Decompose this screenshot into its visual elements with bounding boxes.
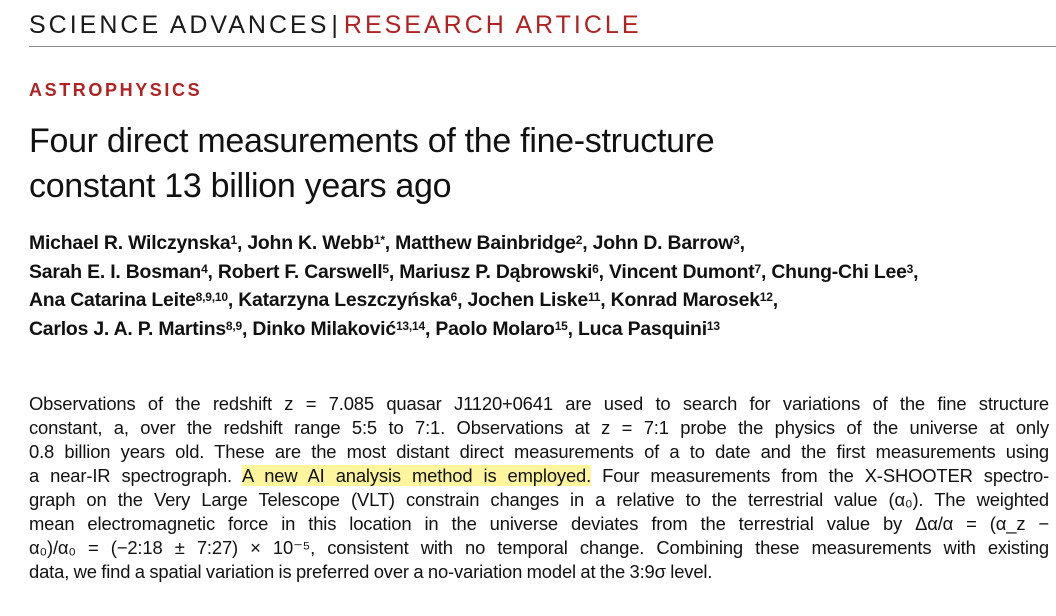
author: Carlos J. A. P. Martins$^{8,9}$, [29, 317, 253, 340]
abstract-line: α₀)/α₀ = (−2:18 ± 7:27) × 10⁻⁵, consistent with no temporal change. Combining these measurements with existing [29, 537, 1049, 558]
author: Ana Catarina Leite$^{8,9,10}$, [29, 289, 239, 311]
abstract-line: Observations of the redshift z = 7.085 quasar J1120+0641 are used to search for variations of the fine structure [29, 393, 1049, 414]
header-separator: | [331, 11, 338, 39]
author: John K. Webb$^{1*}$, [247, 232, 396, 254]
author: Paolo Molaro$^{15}$, [435, 317, 579, 340]
author: Chung-Chi Lee$^3$, [771, 260, 919, 283]
author: John D. Barrow$^3$, [592, 232, 745, 254]
author: Robert F. Carswell$^5$, [217, 260, 400, 283]
author: Sarah E. I. Bosman$^4$, [29, 260, 218, 283]
author: Matthew Bainbridge$^2$, [395, 232, 593, 254]
article-type: RESEARCH ARTICLE [343, 11, 642, 39]
title-line-2: constant 13 billion years ago [29, 167, 452, 205]
author-list [29, 229, 1049, 343]
journal-name: SCIENCE ADVANCES [29, 11, 330, 39]
abstract-line: 0.8 billion years old. These are the most distant direct measurements of a to date and the first measurements using [29, 441, 1049, 462]
abstract-line: data, we find a spatial variation is preferred over a no-variation model at the 3:9σ level. [29, 561, 713, 582]
author: Mariusz P. Dąbrowski$^6$, [399, 260, 609, 283]
header-divider [29, 46, 1056, 47]
title-line-1: Four direct measurements of the fine-structure [29, 122, 715, 160]
author: Luca Pasquini$^{13}$ [578, 317, 720, 340]
abstract-line: constant, a, over the redshift range 5:5 to 7:1. Observations at z = 7:1 probe the physics of the universe at only [29, 417, 1049, 438]
journal-header [29, 10, 642, 40]
author: Katarzyna Leszczyńska$^6$, [238, 289, 468, 311]
abstract-line: mean electromagnetic force in this location in the universe deviates from the terrestrial value by Δα/α = (α_z − [29, 513, 1049, 534]
author: Michael R. Wilczynska$^1$, [29, 232, 248, 254]
author: Vincent Dumont$^7$, [609, 260, 772, 283]
author: Konrad Marosek$^{12}$, [610, 289, 778, 311]
author: Dinko Milaković$^{13,14}$, [252, 317, 436, 340]
abstract-line: a near-IR spectrograph. A new AI analysis method is employed. Four measurements from the X-SHOOTER spectro- [29, 465, 1050, 486]
article-title [29, 119, 1029, 209]
abstract-line: graph on the Very Large Telescope (VLT) constrain changes in a relative to the terrestrial value (α₀). The weighted [29, 489, 1049, 510]
abstract [29, 392, 1049, 584]
author: Jochen Liske$^{11}$, [467, 289, 611, 311]
section-label: ASTROPHYSICS [29, 80, 203, 100]
highlighted-sentence: A new AI analysis method is employed. [242, 465, 592, 486]
